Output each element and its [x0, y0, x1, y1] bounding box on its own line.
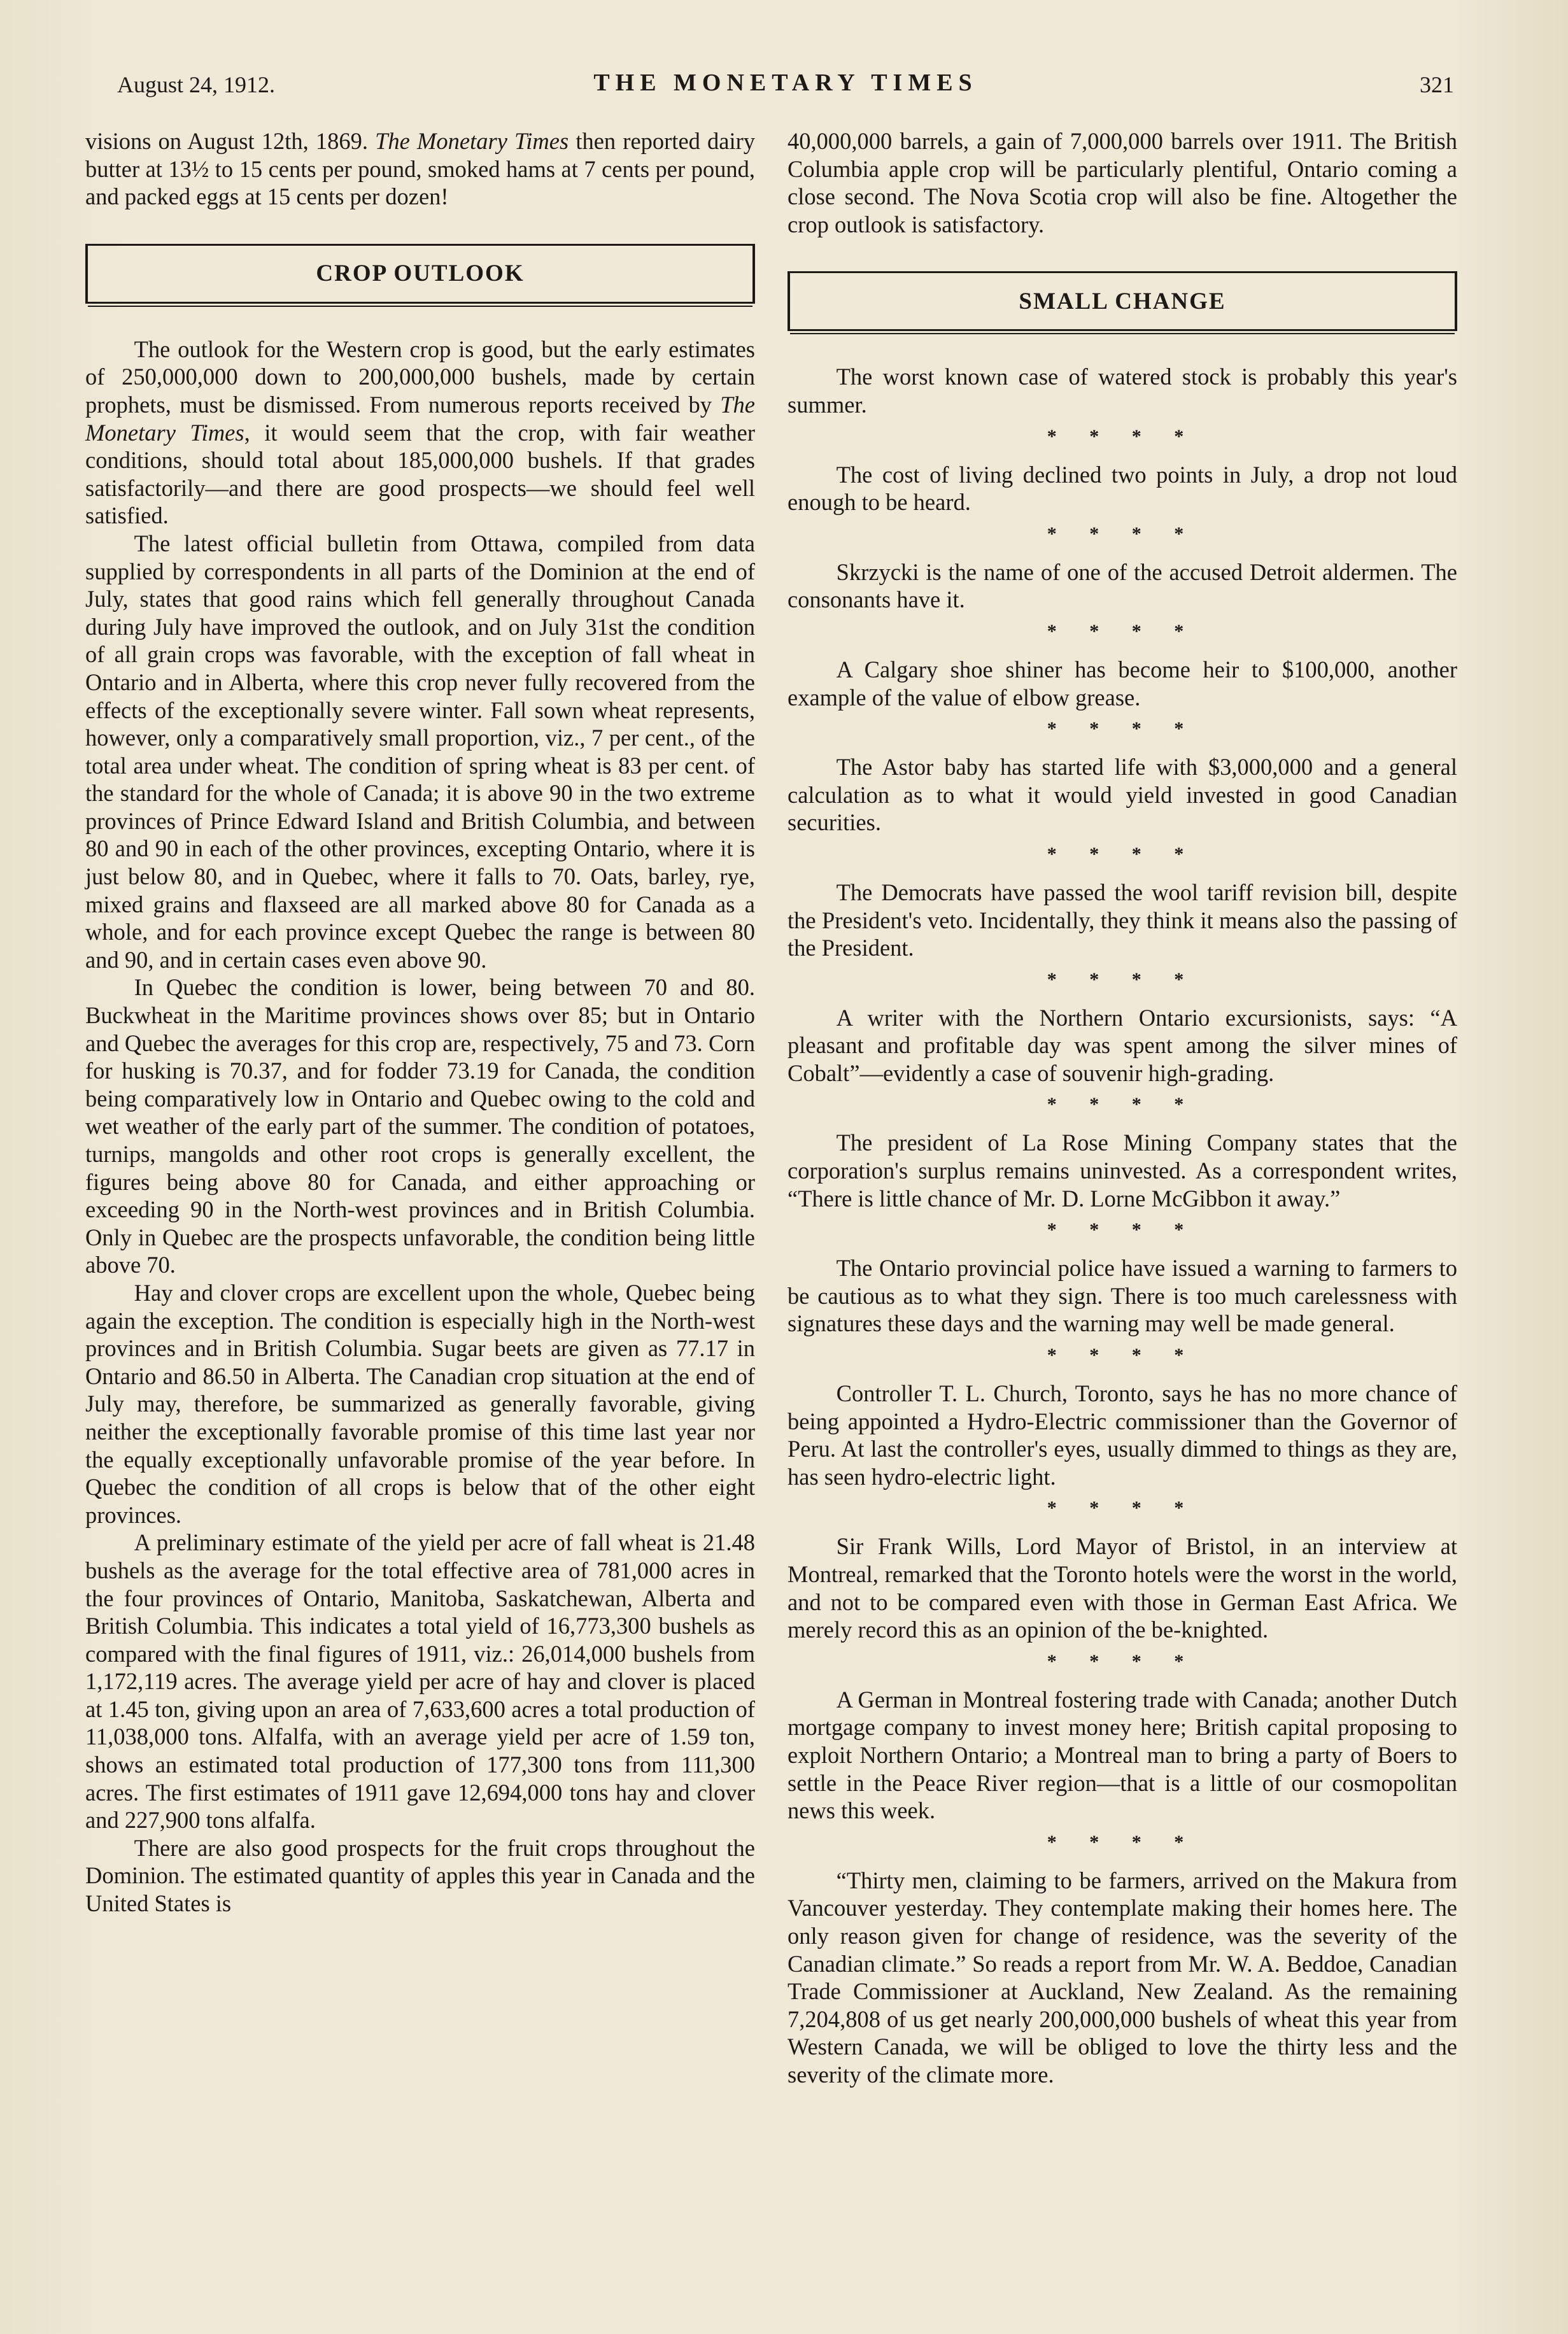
- small-change-item: [788, 1254, 1457, 1338]
- article-paragraph: Hay and clover crops are excellent upon the whole, Quebec being again the exception. The condition is especially high in the North-west provinces and in British Columbia. Sugar beets are given as 77.17 in Ontario and 86.50 in Alberta. The Canadian crop situation at the end of July may, therefore, be summarized as generally favorable, giving neither the exceptionally favorable promise of this time last year nor the equally exceptionally unfavorable promise of the year before. In Quebec the condition of all crops is below that of the other eight provinces.: [85, 1279, 755, 1528]
- text-run: then reported dairy butter at 13½ to 15 cents per pound, smoked hams at 7 cents per pound, and packed eggs at 15 cents per dozen!: [85, 128, 756, 210]
- small-change-item: [788, 558, 1457, 614]
- small-change-item: [788, 1532, 1457, 1643]
- item-text: The Democrats have passed the wool tariff revision bill, despite the President's veto. Incidentally, they think it means also the passing of the President.: [788, 879, 1457, 961]
- article-paragraph: There are also good prospects for the fruit crops throughout the Dominion. The estimated quantity of apples this year in Canada and the United States is: [85, 1834, 755, 1917]
- small-change-item: [788, 753, 1457, 837]
- star-separator: * * * *: [1047, 1650, 1198, 1672]
- item-text: The president of La Rose Mining Company states that the corporation's surplus remains uninvested. As a correspondent writes, “There is little chance of Mr. D. Lorne McGibbon it away.”: [788, 1129, 1457, 1212]
- item-text: “Thirty men, claiming to be farmers, arrived on the Makura from Vancouver yesterday. They contemplate making their homes here. The only reason given for change of residence, was the severity of the Canadian climate.” So reads a report from Mr. W. A. Beddoe, Canadian Trade Commissioner at Auckland, New Zealand. As the remaining 7,204,808 of us get nearly 200,000,000 bushels of wheat this year from Western Canada, we will be obliged to love the thirty less and the severity of the climate more.: [788, 1867, 1457, 2088]
- publication-title: The Monetary Times: [85, 391, 755, 446]
- small-change-item: [788, 656, 1457, 711]
- small-change-item: [788, 1004, 1457, 1087]
- small-change-item: [788, 1380, 1457, 1490]
- star-separator: * * * *: [1047, 1219, 1198, 1241]
- section-heading-crop-outlook: CROP OUTLOOK: [85, 244, 755, 304]
- text-run: , it would seem that the crop, with fair weather conditions, should total about 185,000,000 bushels. If that grades satisfactorily—and there are good prospects—we should feel well satisfied.: [85, 419, 755, 529]
- article-paragraph: In Quebec the condition is lower, being between 70 and 80. Buckwheat in the Maritime provinces shows over 85; but in Ontario and Quebec the averages for this crop are, respectively, 75 and 73. Corn for husking is 70.37, and for fodder 73.19 for Canada, the condition being comparatively low in Ontario and Quebec owing to the cold and wet weather of the early part of the summer. The condition of potatoes, turnips, mangolds and other root crops is generally excellent, the figures being above 80 for Canada, and either approaching or exceeding 90 in the North-west provinces and in British Columbia. Only in Quebec are the prospects unfavorable, the condition being little above 70.: [85, 974, 755, 1278]
- item-text: Controller T. L. Church, Toronto, says he has no more chance of being appointed a Hydro-Electric commissioner than the Governor of Peru. At last the controller's eyes, usually dimmed to things as they are, has seen hydro-electric light.: [788, 1380, 1457, 1490]
- star-separator: * * * *: [1047, 425, 1198, 447]
- article-paragraph: [85, 336, 755, 530]
- text-run: visions on August 12th, 1869.: [85, 128, 368, 154]
- item-text: Sir Frank Wills, Lord Mayor of Bristol, in an interview at Montreal, remarked that the Toronto hotels were the worst in the world, and not to be compared even with those in German East Africa. We merely record this as an opinion of the be-knighted.: [788, 1533, 1457, 1643]
- star-separator: * * * *: [1047, 843, 1198, 865]
- continued-paragraph: [85, 127, 755, 211]
- star-separator: * * * *: [1047, 1831, 1198, 1853]
- masthead: THE MONETARY TIMES: [593, 69, 978, 96]
- star-separator: * * * *: [1047, 620, 1198, 642]
- right-column: [788, 127, 1457, 2089]
- continued-paragraph: 40,000,000 barrels, a gain of 7,000,000 barrels over 1911. The British Columbia apple crop will be particularly plentiful, Ontario coming a close second. The Nova Scotia crop will also be fine. Altogether the crop outlook is satisfactory.: [788, 128, 1457, 237]
- item-text: A German in Montreal fostering trade with Canada; another Dutch mortgage company to invest money here; British capital proposing to exploit Northern Ontario; a Montreal man to bring a party of Boers to settle in the Peace River region—that is a little of our cosmopolitan news this week.: [788, 1686, 1457, 1824]
- running-header: [117, 71, 1454, 110]
- issue-date: August 24, 1912.: [117, 72, 276, 97]
- small-change-item: [788, 1129, 1457, 1212]
- article-paragraph: The latest official bulletin from Ottawa, compiled from data supplied by correspondents in all parts of the Dominion at the end of July, states that good rains which fell generally throughout Canada during July have improved the outlook, and on July 31st the condition of all grain crops was favorable, with the exception of fall wheat in Ontario and in Alberta, where this crop never fully recovered from the effects of the exceptionally severe winter. Fall sown wheat represents, however, only a comparatively small proportion, viz., 7 per cent., of the total area under wheat. The condition of spring wheat is 83 per cent. of the standard for the whole of Canada; it is above 90 in the two extreme provinces of Prince Edward Island and British Columbia, and between 80 and 90 in each of the other provinces, excepting Ontario, where it is just below 80, and in Quebec, where it falls to 70. Oats, barley, rye, mixed grains and flaxseed are all marked above 80 for Canada as a whole, and for each province except Quebec the range is between 80 and 90, and in certain cases even above 90.: [85, 530, 755, 973]
- page-number: 321: [1420, 72, 1454, 97]
- text-run: The outlook for the Western crop is good, but the early estimates of 250,000,000 down to 200,000,000 bushels, made by certain prophets, must be dismissed. From numerous reports received by: [85, 336, 755, 418]
- small-change-item: [788, 1686, 1457, 1825]
- section-heading-small-change: SMALL CHANGE: [788, 271, 1457, 331]
- star-separator: * * * *: [1047, 1094, 1198, 1115]
- small-change-item: [788, 363, 1457, 418]
- star-separator: * * * *: [1047, 1345, 1198, 1366]
- item-text: The Astor baby has started life with $3,000,000 and a general calculation as to what it would yield invested in good Canadian securities.: [788, 754, 1457, 836]
- star-separator: * * * *: [1047, 718, 1198, 740]
- item-text: The worst known case of watered stock is probably this year's summer.: [788, 364, 1457, 418]
- item-text: Skrzycki is the name of one of the accused Detroit aldermen. The consonants have it.: [788, 558, 1457, 613]
- small-change-item: [788, 879, 1457, 962]
- star-separator: * * * *: [1047, 1497, 1198, 1519]
- small-change-item: [788, 461, 1457, 516]
- item-text: A writer with the Northern Ontario excursionists, says: “A pleasant and profitable day was spent among the silver mines of Cobalt”—evidently a case of souvenir high-grading.: [788, 1004, 1457, 1086]
- left-column: [85, 127, 755, 1918]
- publication-title: The Monetary Times: [375, 128, 569, 154]
- star-separator: * * * *: [1047, 523, 1198, 544]
- item-text: The cost of living declined two points in July, a drop not loud enough to be heard.: [788, 461, 1457, 516]
- item-text: The Ontario provincial police have issued a warning to farmers to be cautious as to what they sign. There is too much carelessness with signatures these days and the warning may well be made general.: [788, 1255, 1457, 1337]
- small-change-item: [788, 1867, 1457, 2089]
- star-separator: * * * *: [1047, 968, 1198, 990]
- item-text: A Calgary shoe shiner has become heir to $100,000, another example of the value of elbow grease.: [788, 656, 1457, 711]
- article-paragraph: A preliminary estimate of the yield per acre of fall wheat is 21.48 bushels as the average for the total effective area of 781,000 acres in the four provinces of Ontario, Manitoba, Saskatchewan, Alberta and British Columbia. This indicates a total yield of 16,773,300 bushels as compared with the final figures of 1911, viz.: 26,014,000 bushels from 1,172,119 acres. The average yield per acre of hay and clover is placed at 1.45 ton, giving upon an area of 7,633,600 acres a total production of 11,038,000 tons. Alfalfa, with an average yield per acre of 1.59 ton, shows an estimated total production of 177,300 tons from 111,300 acres. The first estimates of 1911 gave 12,694,000 tons hay and clover and 227,900 tons alfalfa.: [85, 1529, 755, 1834]
